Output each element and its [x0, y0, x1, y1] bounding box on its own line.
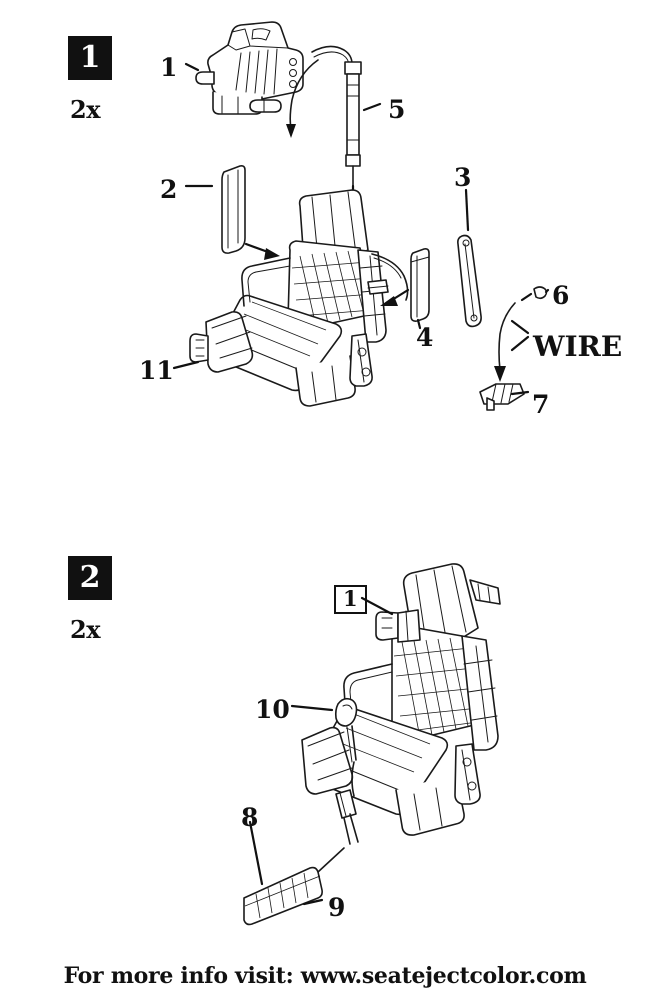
part-5-cylinder — [286, 46, 361, 186]
part-5-insert-arrow — [347, 186, 359, 212]
callout-3-step1: 3 — [454, 163, 472, 192]
callout-11-step1: 11 — [139, 356, 174, 385]
wire-leader — [512, 321, 528, 350]
callout-2-step1: 2 — [160, 175, 178, 204]
step1-leaders — [174, 64, 548, 394]
callout-10-step2: 10 — [255, 695, 290, 724]
part-3-link — [458, 236, 481, 327]
callout-5-step1: 5 — [388, 95, 406, 124]
step-1-number: 1 — [79, 40, 101, 75]
callout-1-step1: 1 — [160, 53, 178, 82]
step-2-quantity: 2x — [70, 615, 101, 644]
part-4-rod — [411, 249, 429, 321]
wire-text-label: WIRE — [533, 330, 623, 363]
callout-7-step1: 7 — [532, 390, 550, 419]
callout-8-step2: 8 — [241, 803, 259, 832]
part-2-rod — [222, 166, 245, 253]
step-1-badge — [68, 36, 112, 80]
callout-6-step1: 6 — [552, 281, 570, 310]
step-1-quantity: 2x — [70, 95, 101, 124]
part-10-handle — [336, 699, 357, 796]
ejection-seat-step1 — [190, 190, 408, 406]
ejection-seat-step2 — [302, 564, 500, 844]
callout-1-step2: 1 — [334, 585, 367, 614]
step-2-badge — [68, 556, 112, 600]
footer-text: For more info visit: www.seatejectcolor.com — [63, 963, 587, 989]
part-1-headbox — [196, 22, 303, 114]
callout-9-step2: 9 — [328, 893, 346, 922]
step2-leaders — [250, 598, 392, 904]
part-7-footrest — [480, 384, 524, 410]
step-2-number: 2 — [79, 560, 101, 595]
callout-4-step1: 4 — [416, 323, 434, 352]
